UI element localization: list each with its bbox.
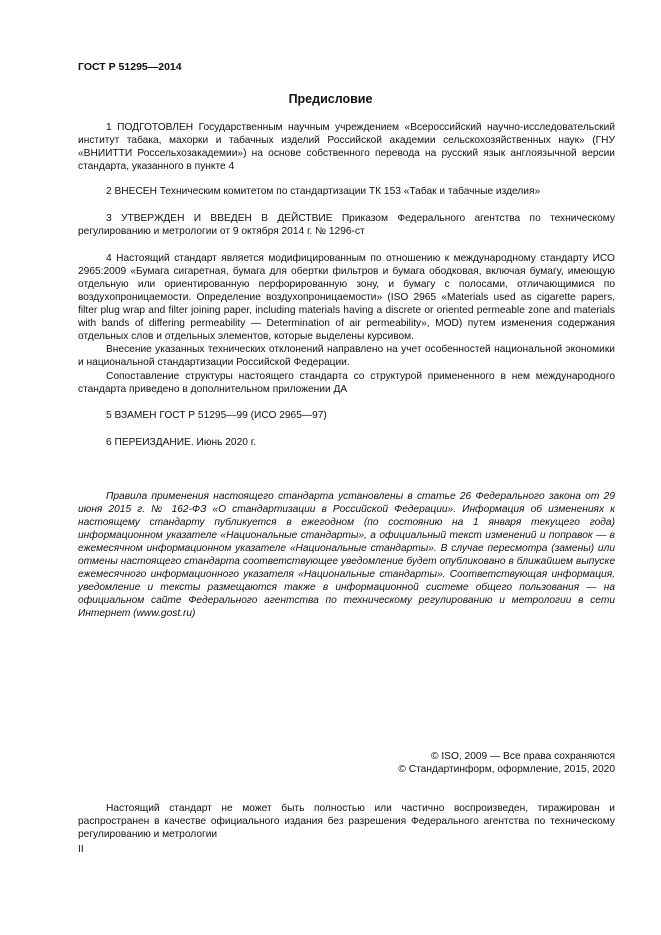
- item-6-reissue: 6 ПЕРЕИЗДАНИЕ. Июнь 2020 г.: [106, 437, 257, 448]
- item-4-structure-comparison: Сопоставление структуры настоящего стандарта со структурой примененного в нем международного стандарта приведено в дополнительном приложении ДА: [78, 371, 615, 395]
- page-number: II: [78, 844, 84, 855]
- item-4-deviations: Внесение указанных технических отклонений направлено на учет особенностей национальной экономики и национальной стандартизации Российской Федерации.: [78, 344, 615, 368]
- iso-copyright: © ISO, 2009 — Все права сохраняются: [431, 751, 615, 762]
- item-2-introduced: 2 ВНЕСЕН Техническим комитетом по стандартизации ТК 153 «Табак и табачные изделия»: [106, 186, 541, 197]
- reproduction-notice: Настоящий стандарт не может быть полностью или частично воспроизведен, тиражирован и распространен в качестве официального издания без разрешения Федерального агентства по техническому регулированию и метрологии: [78, 803, 615, 840]
- application-rules-notice: Правила применения настоящего стандарта установлены в статье 26 Федерального закона от 29 июня 2015 г. № 162-ФЗ «О стандартизации в Российской Федерации». Информация об изменениях к настоящему стандарту публикуется в ежегодном (по состоянию на 1 января текущего года) информационном указателе «Национальные стандарты», а официальный текст изменений и поправок — в ежемесячном информационном указателе «Национальные стандарты». В случае пересмотра (замены) или отмены настоящего стандарта соответствующее уведомление будет опубликовано в ближайшем выпуске ежемесячного информационного указателя «Национальные стандарты». Соответствующая информация, уведомление и тексты размещаются также в информационной системе общего пользования — на официальном сайте Федерального агентства по техническому регулированию и метрологии в сети Интернет (www.gost.ru): [78, 491, 615, 619]
- item-3-approved: 3 УТВЕРЖДЕН И ВВЕДЕН В ДЕЙСТВИЕ Приказом Федерального агентства по техническому регулированию и метрологии от 9 октября 2014 г. № 1296-ст: [78, 213, 615, 237]
- item-4-modification: 4 Настоящий стандарт является модифицированным по отношению к международному стандарту ИСО 2965:2009 «Бумага сигаретная, бумага для обертки фильтров и бумага ободковая, включая бумагу, имеющую отдельную или ориентированную перфорированную зону, и бумагу с полосами, отличающимися по воздухопроницаемости. Определение воздухопроницаемости» (ISO 2965 «Materials used as cigarette papers, filter plug wrap and filter joining paper, including materials having a discrete or oriented permeable zone and materials with bands of differing permeability — Determination of air permeability», MOD) путем изменения содержания отдельных слов и отдельных элементов, которые выделены курсивом.: [78, 253, 615, 342]
- standartinform-copyright: © Стандартинформ, оформление, 2015, 2020: [398, 764, 615, 775]
- page-title: Предисловие: [288, 92, 373, 106]
- item-5-replaces: 5 ВЗАМЕН ГОСТ Р 51295—99 (ИСО 2965—97): [106, 410, 327, 421]
- standard-code: ГОСТ Р 51295—2014: [78, 61, 182, 73]
- item-1-prepared: 1 ПОДГОТОВЛЕН Государственным научным учреждением «Всероссийский научно-исследовательский институт табака, махорки и табачных изделий Российской академии сельскохозяйственных наук» (ГНУ «ВНИИТТИ Россельхозакадемии») на основе собственного перевода на русский язык англоязычной версии стандарта, указанного в пункте 4: [78, 122, 615, 172]
